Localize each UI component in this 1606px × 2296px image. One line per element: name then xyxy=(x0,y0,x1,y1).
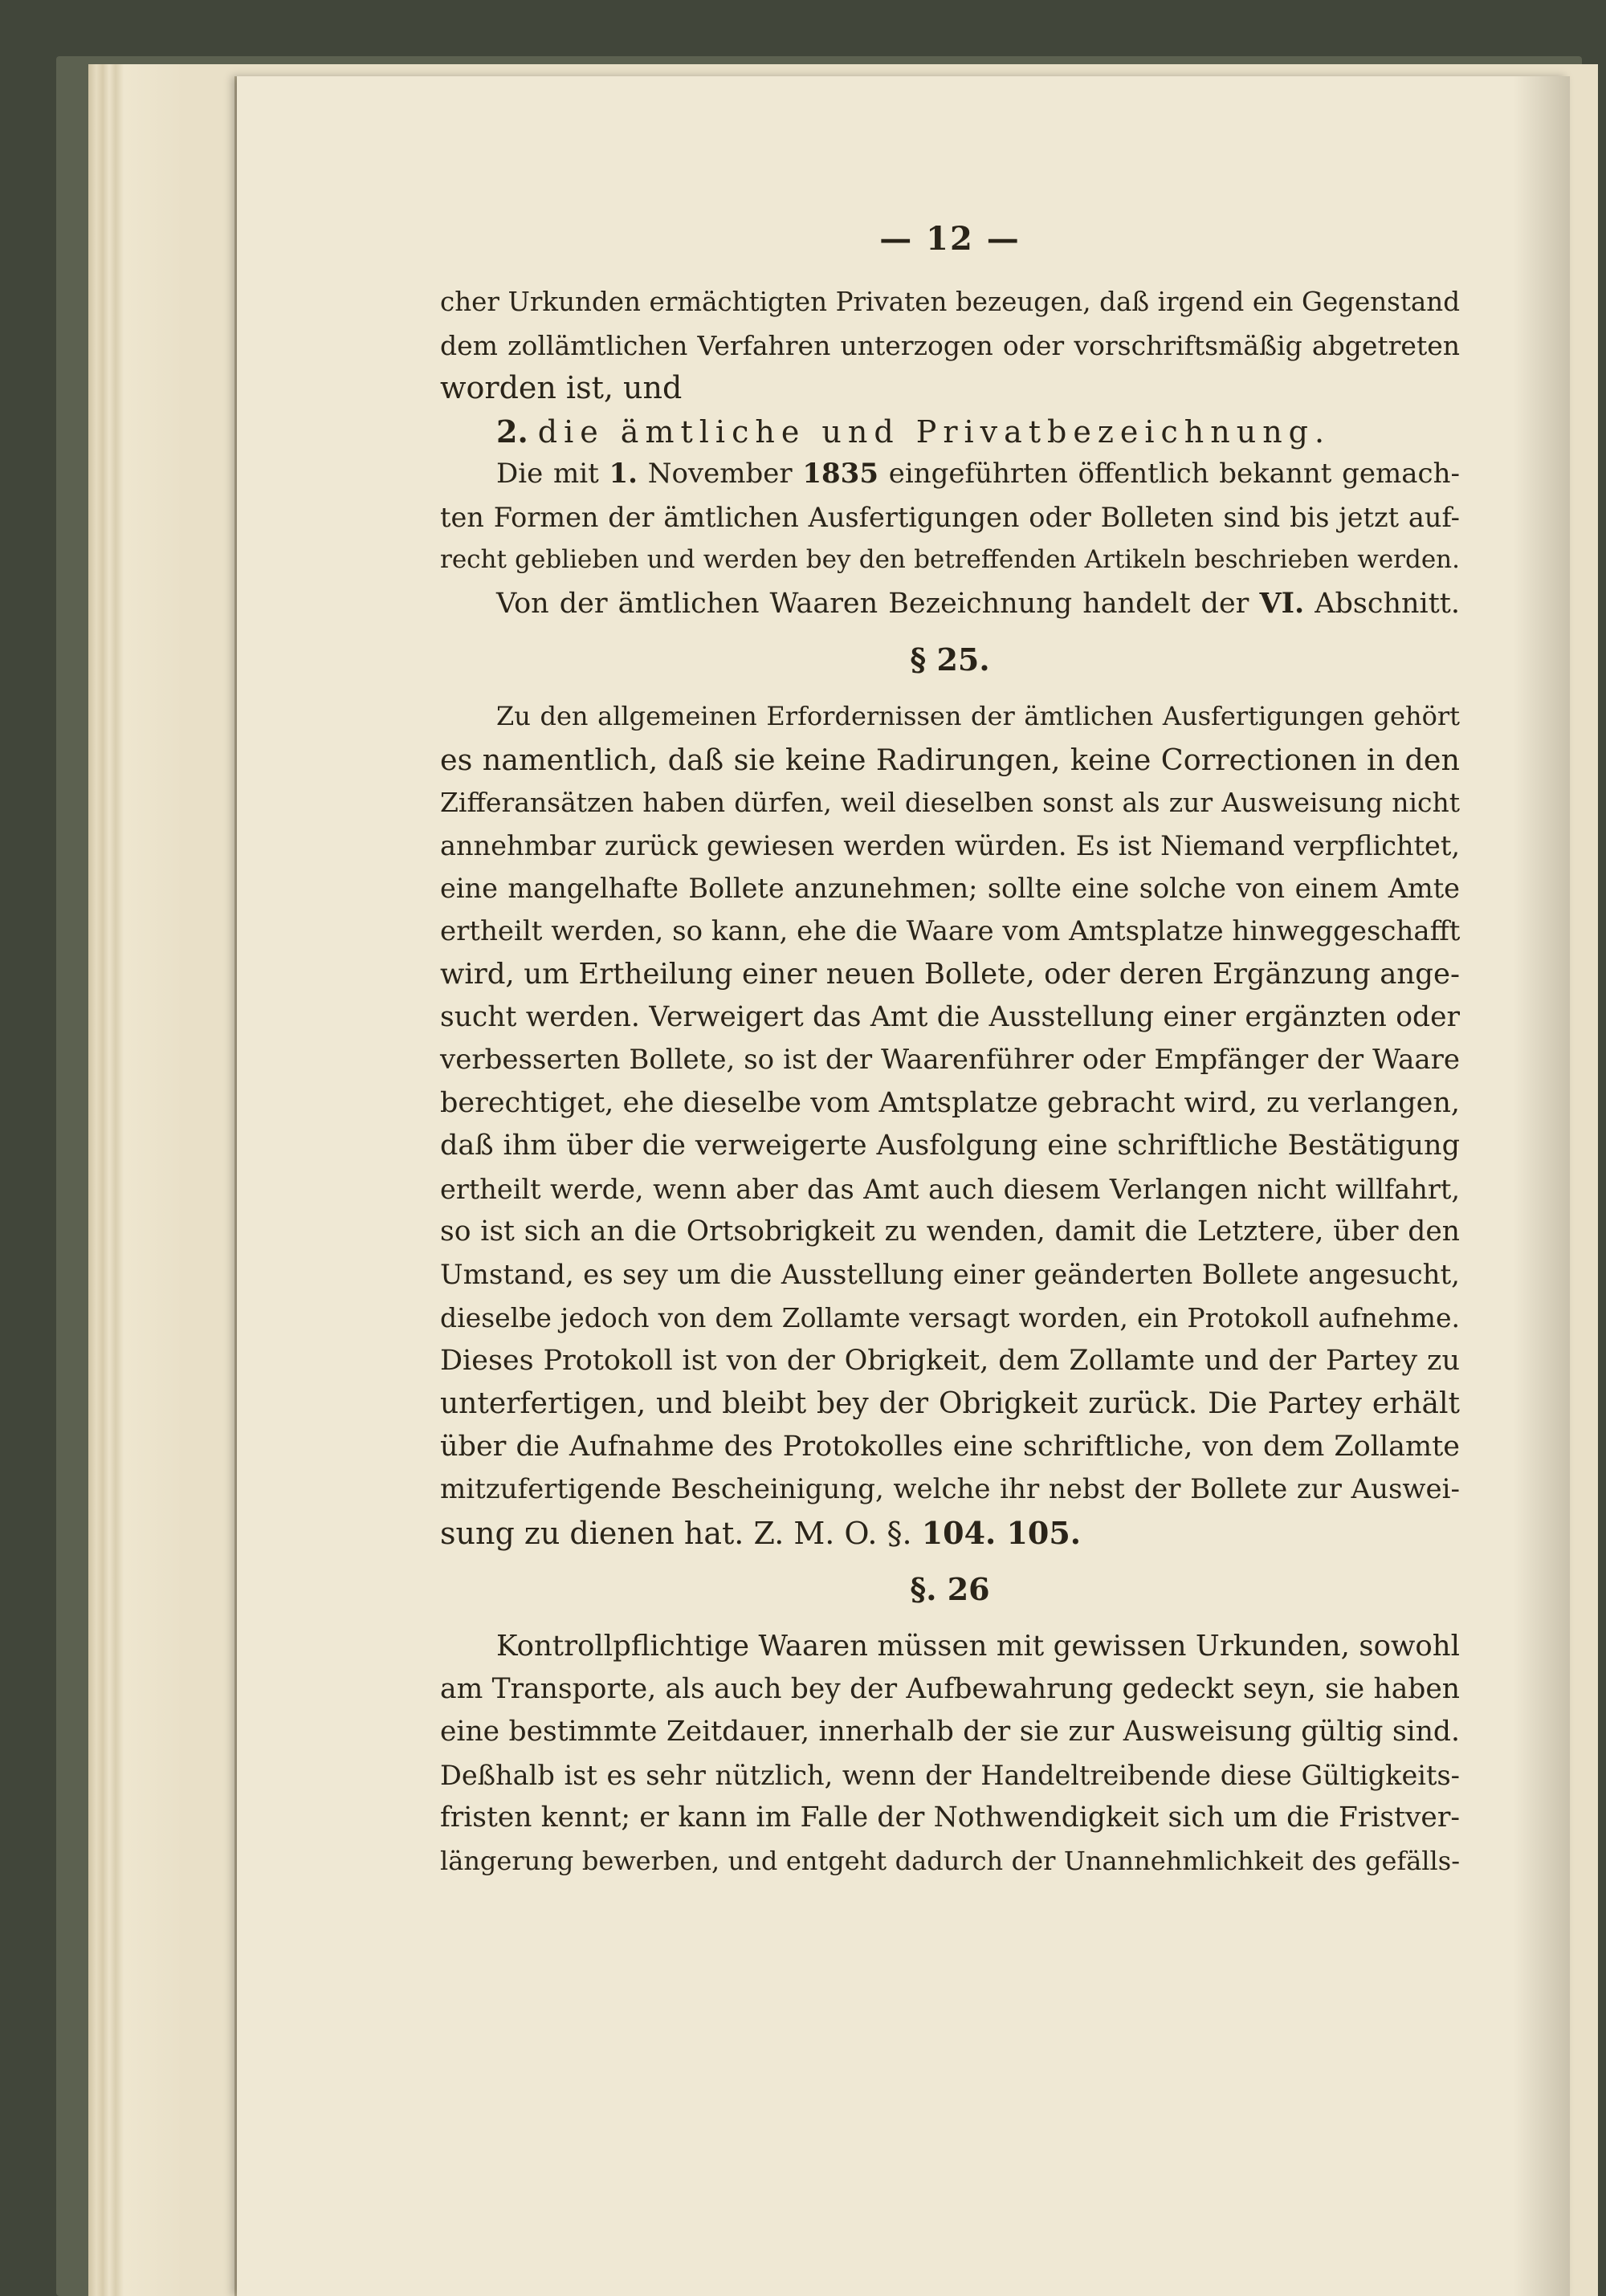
text-line: Umstand, es sey um die Ausstellung einer geänderten Bollete angesucht, xyxy=(440,1258,1460,1291)
text-line: ertheilt werden, so kann, ehe die Waare vom Amtsplatze hinweggeschafft xyxy=(440,914,1461,947)
date-year: 1835 xyxy=(802,458,878,490)
text-line: am Transporte, als auch bey der Aufbewahrung gedeckt seyn, sie haben xyxy=(440,1672,1460,1705)
list-item-2 xyxy=(440,410,1460,454)
text-line: ten Formen der ämtlichen Ausfertigungen oder Bolleten sind bis jetzt auf- xyxy=(440,501,1460,533)
text-line: daß ihm über die verweigerte Ausfolgung eine schriftliche Bestätigung xyxy=(440,1130,1460,1162)
text-line: mitzufertigende Bescheinigung, welche ihr nebst der Bollete zur Auswei- xyxy=(440,1473,1460,1505)
list-item-number: 2. xyxy=(496,413,528,450)
section-heading-25: § 25. xyxy=(910,641,990,678)
text-line: annehmbar zurück gewiesen werden würden. Es ist Niemand verpflichtet, xyxy=(440,829,1460,861)
text-line: verbesserten Bollete, so ist der Waarenführer oder Empfänger der Waare xyxy=(440,1044,1460,1076)
text-line: recht geblieben und werden bey den betreffenden Artikeln beschrieben werden. xyxy=(440,545,1460,574)
text-line: cher Urkunden ermächtigten Privaten bezeugen, daß irgend ein Gegenstand xyxy=(440,287,1460,317)
text-fragment: Die mit xyxy=(496,458,599,490)
text-line: Zu den allgemeinen Erfordernissen der ämtlichen Ausfertigungen gehört xyxy=(496,701,1460,731)
text-line: sucht werden. Verweigert das Amt die Ausstellung einer ergänzten oder xyxy=(440,1000,1460,1033)
text-line: berechtiget, ehe dieselbe vom Amtsplatze gebracht wird, zu verlangen, xyxy=(440,1086,1460,1119)
text-line: Kontrollpflichtige Waaren müssen mit gewissen Urkunden, sowohl xyxy=(496,1630,1460,1663)
page-number: — 12 — xyxy=(879,220,1021,258)
page-text xyxy=(440,215,1460,1883)
section-heading-26: §. 26 xyxy=(910,1571,990,1607)
date-day: 1. xyxy=(609,458,638,490)
text-line: Deßhalb ist es sehr nützlich, wenn der Handeltreibende diese Gültigkeits- xyxy=(440,1759,1460,1791)
section-reference: VI. xyxy=(1259,586,1305,620)
text-line: Dieses Protokoll ist von der Obrigkeit, dem Zollamte und der Partey zu xyxy=(440,1344,1460,1377)
text-line: eine mangelhafte Bollete anzunehmen; sollte eine solche von einem Amte xyxy=(440,873,1460,904)
text-line: wird, um Ertheilung einer neuen Bollete, oder deren Ergänzung ange- xyxy=(440,958,1460,991)
text-line: worden ist, und xyxy=(440,370,683,405)
text-line: fristen kennt; er kann im Falle der Nothwendigkeit sich um die Fristver- xyxy=(440,1801,1460,1834)
text-fragment: Abschnitt. xyxy=(1315,587,1460,620)
text-line: unterfertigen, und bleibt bey der Obrigkeit zurück. Die Partey erhält xyxy=(440,1387,1460,1420)
date-month: November xyxy=(647,458,793,490)
text-line: es namentlich, daß sie keine Radirungen, keine Correctionen in den xyxy=(440,742,1460,777)
text-fragment: sung zu dienen hat. Z. M. O. §. xyxy=(440,1515,912,1551)
text-fragment: Von der ämtlichen Waaren Bezeichnung handelt der xyxy=(496,587,1249,620)
text-line: Zifferansätzen haben dürfen, weil dieselben sonst als zur Ausweisung nicht xyxy=(440,787,1460,818)
list-item-text: die ämtliche und Privatbezeichnung. xyxy=(537,413,1331,450)
text-line: dieselbe jedoch von dem Zollamte versagt worden, ein Protokoll aufnehme. xyxy=(440,1302,1460,1333)
text-line: ertheilt werde, wenn aber das Amt auch diesem Verlangen nicht willfahrt, xyxy=(440,1173,1460,1205)
text-line: dem zollämtlichen Verfahren unterzogen oder vorschriftsmäßig abgetreten xyxy=(440,329,1460,361)
text-line xyxy=(440,1512,1460,1555)
section-reference: 104. 105. xyxy=(921,1514,1082,1551)
text-line: eine bestimmte Zeitdauer, innerhalb der sie zur Ausweisung gültig sind. xyxy=(440,1716,1460,1748)
text-line: längerung bewerben, und entgeht dadurch der Unannehmlichkeit des gefälls- xyxy=(440,1845,1460,1876)
text-line xyxy=(440,582,1460,625)
text-line: so ist sich an die Ortsobrigkeit zu wenden, damit die Letztere, über den xyxy=(440,1215,1460,1248)
text-line xyxy=(440,453,1460,496)
text-fragment: eingeführten öffentlich bekannt gemach- xyxy=(888,458,1460,490)
text-line: über die Aufnahme des Protokolles eine schriftliche, von dem Zollamte xyxy=(440,1430,1460,1463)
